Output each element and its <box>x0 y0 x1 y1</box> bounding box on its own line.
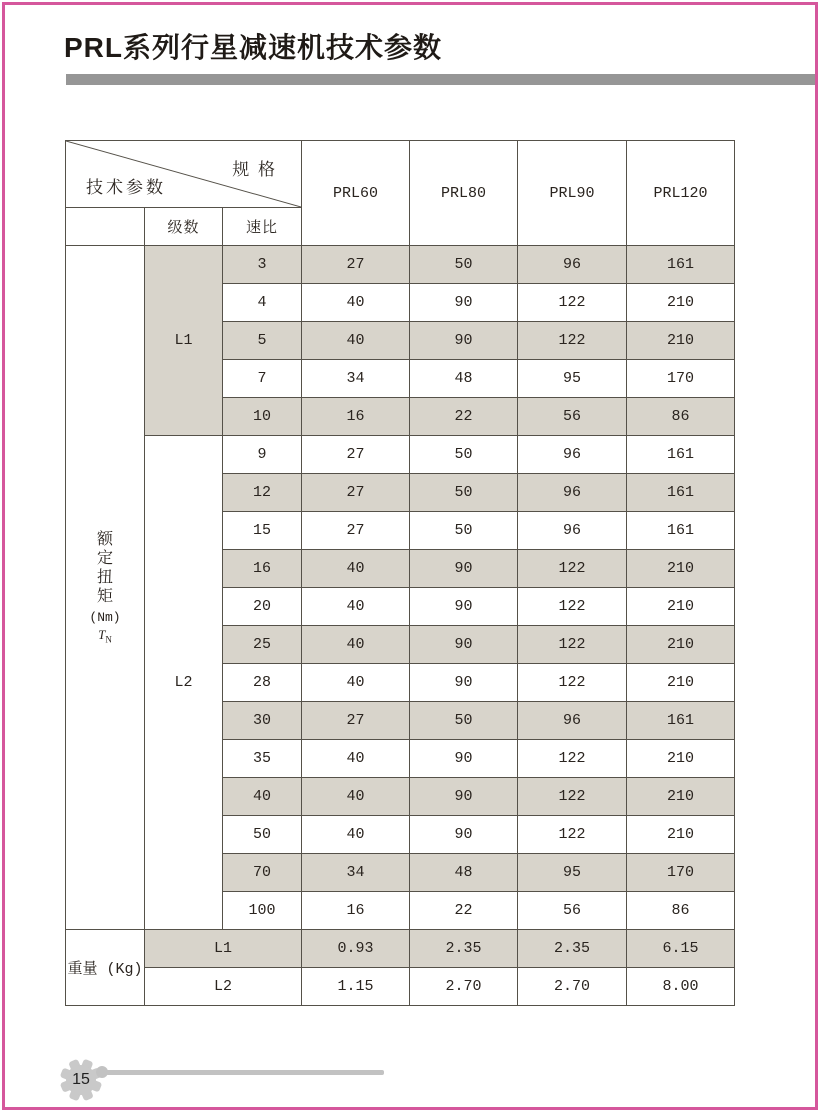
weight-value-cell: 2.35 <box>410 930 518 968</box>
value-cell: 210 <box>627 626 735 664</box>
footer-line <box>106 1070 384 1075</box>
value-cell: 210 <box>627 664 735 702</box>
ratio-cell: 3 <box>223 246 302 284</box>
value-cell: 96 <box>518 246 627 284</box>
value-cell: 161 <box>627 436 735 474</box>
ratio-cell: 5 <box>223 322 302 360</box>
page-number-gear-badge <box>59 1058 103 1102</box>
table-row <box>66 436 735 474</box>
weight-label-cell: 重量 (Kg) <box>66 930 145 1006</box>
value-cell: 96 <box>518 474 627 512</box>
col-header-prl80: PRL80 <box>410 141 518 246</box>
value-cell: 40 <box>302 816 410 854</box>
torque-symbol-sub: N <box>105 634 112 645</box>
value-cell: 40 <box>302 550 410 588</box>
value-cell: 161 <box>627 474 735 512</box>
value-cell: 48 <box>410 854 518 892</box>
value-cell: 27 <box>302 474 410 512</box>
ratio-cell: 35 <box>223 740 302 778</box>
tech-param-corner-label: 技术参数 <box>86 178 166 197</box>
value-cell: 170 <box>627 360 735 398</box>
value-cell: 122 <box>518 626 627 664</box>
weight-stage-cell: L2 <box>145 968 302 1006</box>
value-cell: 90 <box>410 740 518 778</box>
weight-value-cell: 8.00 <box>627 968 735 1006</box>
ratio-cell: 10 <box>223 398 302 436</box>
torque-label-char: 矩 <box>96 587 113 606</box>
value-cell: 95 <box>518 360 627 398</box>
torque-symbol-letter: T <box>98 626 106 642</box>
ratio-cell: 28 <box>223 664 302 702</box>
weight-value-cell: 2.70 <box>518 968 627 1006</box>
ratio-cell: 9 <box>223 436 302 474</box>
value-cell: 50 <box>410 702 518 740</box>
ratio-cell: 7 <box>223 360 302 398</box>
weight-value-cell: 1.15 <box>302 968 410 1006</box>
title-underline-bar <box>66 74 815 85</box>
value-cell: 122 <box>518 588 627 626</box>
ratio-header-cell: 速比 <box>223 208 302 246</box>
spec-corner-label: 规 格 <box>232 160 277 179</box>
value-cell: 122 <box>518 284 627 322</box>
value-cell: 40 <box>302 626 410 664</box>
value-cell: 122 <box>518 816 627 854</box>
diagonal-header-cell <box>66 141 302 208</box>
value-cell: 56 <box>518 892 627 930</box>
stage-cell-l2: L2 <box>145 436 223 930</box>
stage-cell-l1: L1 <box>145 246 223 436</box>
value-cell: 56 <box>518 398 627 436</box>
table-row <box>66 246 735 284</box>
value-cell: 122 <box>518 664 627 702</box>
ratio-cell: 25 <box>223 626 302 664</box>
page-title: PRL系列行星减速机技术参数 <box>64 32 443 63</box>
value-cell: 90 <box>410 322 518 360</box>
value-cell: 50 <box>410 512 518 550</box>
value-cell: 90 <box>410 626 518 664</box>
ratio-cell: 50 <box>223 816 302 854</box>
value-cell: 122 <box>518 322 627 360</box>
table-header-row <box>66 141 735 208</box>
value-cell: 210 <box>627 816 735 854</box>
weight-value-cell: 0.93 <box>302 930 410 968</box>
torque-symbol <box>66 627 144 645</box>
ratio-cell: 4 <box>223 284 302 322</box>
value-cell: 40 <box>302 284 410 322</box>
weight-value-cell: 2.70 <box>410 968 518 1006</box>
value-cell: 161 <box>627 702 735 740</box>
ratio-cell: 40 <box>223 778 302 816</box>
value-cell: 210 <box>627 778 735 816</box>
value-cell: 50 <box>410 436 518 474</box>
value-cell: 48 <box>410 360 518 398</box>
value-cell: 27 <box>302 702 410 740</box>
value-cell: 90 <box>410 284 518 322</box>
value-cell: 210 <box>627 588 735 626</box>
spec-table <box>65 140 735 1006</box>
value-cell: 90 <box>410 816 518 854</box>
page-number: 15 <box>72 1071 90 1088</box>
value-cell: 122 <box>518 740 627 778</box>
value-cell: 27 <box>302 436 410 474</box>
value-cell: 40 <box>302 588 410 626</box>
value-cell: 40 <box>302 740 410 778</box>
col-header-prl60: PRL60 <box>302 141 410 246</box>
weight-stage-cell: L1 <box>145 930 302 968</box>
empty-header-cell <box>66 208 145 246</box>
value-cell: 122 <box>518 550 627 588</box>
value-cell: 161 <box>627 246 735 284</box>
value-cell: 40 <box>302 322 410 360</box>
ratio-cell: 30 <box>223 702 302 740</box>
value-cell: 210 <box>627 284 735 322</box>
ratio-cell: 12 <box>223 474 302 512</box>
value-cell: 95 <box>518 854 627 892</box>
ratio-cell: 15 <box>223 512 302 550</box>
value-cell: 90 <box>410 778 518 816</box>
value-cell: 210 <box>627 550 735 588</box>
ratio-cell: 70 <box>223 854 302 892</box>
value-cell: 210 <box>627 322 735 360</box>
value-cell: 27 <box>302 512 410 550</box>
value-cell: 34 <box>302 854 410 892</box>
value-cell: 27 <box>302 246 410 284</box>
value-cell: 90 <box>410 664 518 702</box>
torque-label-char: 定 <box>96 549 113 568</box>
value-cell: 170 <box>627 854 735 892</box>
value-cell: 22 <box>410 398 518 436</box>
torque-label <box>66 531 144 607</box>
value-cell: 50 <box>410 474 518 512</box>
value-cell: 40 <box>302 778 410 816</box>
value-cell: 50 <box>410 246 518 284</box>
value-cell: 210 <box>627 740 735 778</box>
value-cell: 86 <box>627 398 735 436</box>
value-cell: 16 <box>302 892 410 930</box>
torque-label-char: 扭 <box>96 568 113 587</box>
value-cell: 96 <box>518 702 627 740</box>
value-cell: 96 <box>518 512 627 550</box>
value-cell: 40 <box>302 664 410 702</box>
weight-value-cell: 6.15 <box>627 930 735 968</box>
weight-value-cell: 2.35 <box>518 930 627 968</box>
col-header-prl90: PRL90 <box>518 141 627 246</box>
value-cell: 34 <box>302 360 410 398</box>
col-header-prl120: PRL120 <box>627 141 735 246</box>
stage-header-cell: 级数 <box>145 208 223 246</box>
weight-row <box>66 968 735 1006</box>
weight-row <box>66 930 735 968</box>
value-cell: 16 <box>302 398 410 436</box>
value-cell: 86 <box>627 892 735 930</box>
ratio-cell: 16 <box>223 550 302 588</box>
value-cell: 90 <box>410 588 518 626</box>
ratio-cell: 20 <box>223 588 302 626</box>
ratio-cell: 100 <box>223 892 302 930</box>
torque-group-label-cell <box>66 246 145 930</box>
value-cell: 122 <box>518 778 627 816</box>
torque-label-char: 额 <box>96 530 113 549</box>
value-cell: 90 <box>410 550 518 588</box>
value-cell: 22 <box>410 892 518 930</box>
value-cell: 96 <box>518 436 627 474</box>
torque-unit: (Nm) <box>89 609 121 625</box>
value-cell: 161 <box>627 512 735 550</box>
